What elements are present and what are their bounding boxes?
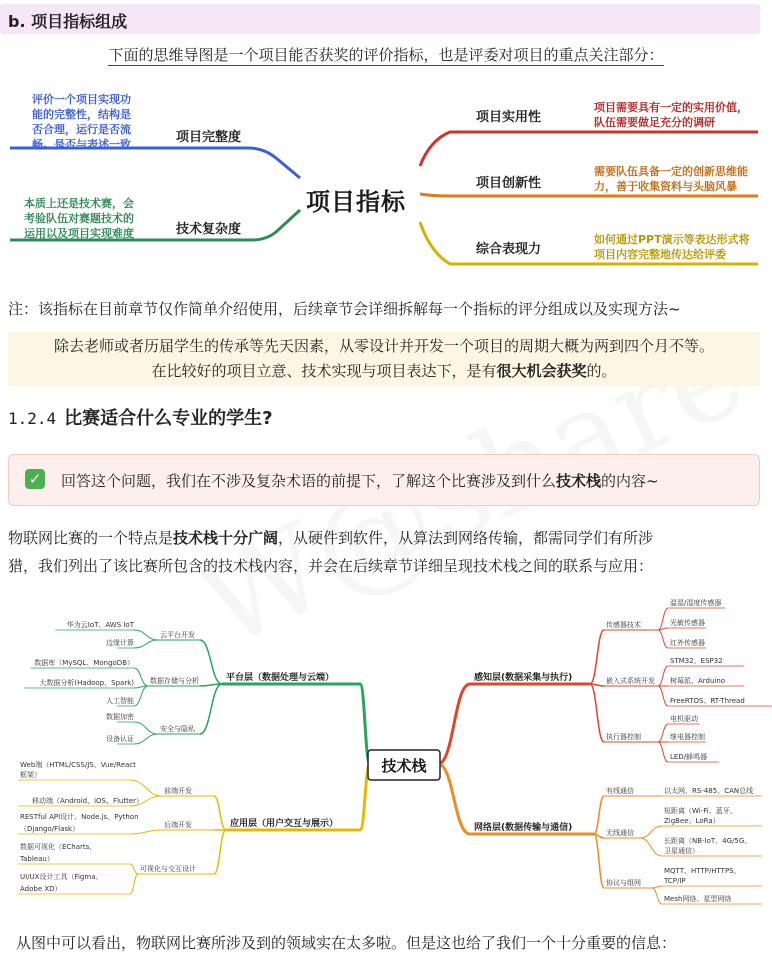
network-item: 卫星通信） [664,847,699,855]
network-item: Mesh网络、星型网络 [664,895,732,903]
platform-item: 设备认证 [106,735,134,743]
section-heading [8,404,273,430]
perception-trunk [438,684,470,764]
expressiveness-label: 综合表现力 [476,242,542,257]
network-group-branch [594,834,604,888]
perception-item: 树莓派、Arduino [670,677,726,685]
application-group-label: 前端开发 [164,787,192,795]
perception-item: 电机驱动 [670,715,698,723]
network-trunk [438,764,470,834]
tech-stack-mindmap [0,590,772,920]
complexity-desc [24,196,134,241]
platform-group-label: 安全与隐私 [160,725,195,733]
network-group-label: 无线通信 [606,829,634,837]
callout-part: 回答这个问题，我们在不涉及复杂术语的前提下，了解这个比赛涉及到什么 [61,472,557,490]
perception-item-branch [658,630,668,648]
application-item-branch [130,874,138,894]
network-item-branch [640,826,662,838]
perception-item: 光敏传感器 [670,619,705,627]
application-label: 应用层（用户交互与展示） [230,819,339,829]
expressiveness-desc [594,232,750,262]
application-item: 数据可视化（ECharts、 [20,843,97,851]
perception-item-branch [658,742,668,762]
network-item: 以太网、RS-485、CAN总线 [664,787,754,795]
innovation-desc [594,164,748,194]
perception-item-branch [658,608,668,630]
callout-part: 的内容~ [601,472,659,490]
network-item-branch [652,886,662,888]
network-label: 网络层(数据传输与通信) [474,823,573,833]
network-group-label: 有线通信 [606,787,634,795]
platform-item: 大数据分析(Hadoop、Spark) [39,679,134,687]
project-metrics-mindmap [0,82,772,282]
highlight-line1: 除去老师或者历届学生的传承等先天因素，从零设计并开发一个项目的周期大概为两到四个月不等。 [53,337,714,355]
perception-item: 继电器控制 [670,733,705,741]
perception-group-branch [590,630,604,684]
network-item: TCP/IP [664,877,686,885]
closing-text: 从图中可以看出，物联网比赛所涉及到的领域实在太多啦。但是这也给了我们一个十分重要的信息： [16,934,677,952]
network-item: 长距离（NB-IoT、4G/5G、 [664,837,752,845]
check-icon: ✓ [25,469,45,489]
application-item-branch [130,864,138,874]
platform-item: 华为云IoT、AWS IoT [66,621,134,629]
highlight-block [8,332,760,386]
para-bold: 技术栈十分广阔 [173,529,279,547]
platform-item-branch [134,686,148,706]
practicality-label: 项目实用性 [476,110,542,125]
callout-text [61,470,659,491]
application-item: RESTful API设计、Node.js、Python [20,813,139,821]
section-title-bar [0,4,760,34]
application-group-label: 可视化与交互设计 [140,865,196,873]
desc-line: 本质上还是技术赛，会 [24,197,134,210]
application-item: Adobe XD） [20,885,62,893]
platform-group-branch [200,684,222,734]
application-group-branch [214,796,226,830]
highlight-line2 [8,359,760,384]
para-part: 物联网比赛的一个特点是 [8,529,174,547]
para-line1 [8,524,764,552]
branch-line-completeness [10,148,300,178]
platform-item: 人工智能 [106,697,134,705]
desc-line: 评价一个项目实现功 [32,93,131,106]
perception-group-label: 执行器控制 [606,733,641,741]
perception-item: 温湿/湿度传感器 [670,599,722,607]
completeness-desc [32,92,131,152]
intro-text: 下面的思维导图是一个项目能否获奖的评价指标，也是评委对项目的重点关注部分： [108,46,664,64]
desc-line: 运用以及项目实现难度 [24,227,134,240]
perception-item: STM32、ESP32 [670,657,723,665]
platform-item-branch [134,630,158,640]
application-item-branch [130,830,162,834]
platform-group-label: 云平台开发 [160,631,195,639]
desc-line: 如何通过PPT演示等表达形式将 [594,233,750,246]
application-item: Web端（HTML/CSS/JS、Vue/React [20,761,136,769]
desc-line: 考验队伍对赛题技术的 [24,212,134,225]
application-item: 框架） [20,771,41,779]
desc-line: 能的完整性，结构是 [32,108,131,121]
callout-bold: 技术栈 [556,472,602,490]
platform-item-branch [134,640,158,648]
desc-line: 否合理，运行是否流 [32,123,131,136]
perception-item-branch [658,666,668,686]
platform-group-branch [200,640,222,684]
innovation-label: 项目创新性 [476,176,542,191]
platform-item: 数据加密 [106,713,134,721]
perception-item: LED/蜂鸣器 [670,753,708,761]
platform-item: 数据库（MySQL、MongoDB） [34,659,134,667]
platform-item-branch [134,722,158,734]
heading-text: 比赛适合什么专业的学生? [64,408,273,429]
para-part: ，从硬件到软件，从算法到网络传输，都需同学们有所涉 [278,529,654,547]
platform-item-branch [134,734,158,744]
perception-group-label: 传感器技术 [606,621,641,629]
platform-item-branch [134,668,148,686]
network-item-branch [640,838,662,856]
perception-group-branch [590,684,604,742]
metrics-center-node: 项目指标 [306,188,406,216]
application-item: Tableau） [20,855,54,863]
complexity-label: 技术复杂度 [176,222,242,237]
network-item-branch [652,888,662,904]
network-group-label: 协议与组网 [606,879,641,887]
application-group-label: 后端开发 [164,821,192,829]
network-item: MQTT、HTTP/HTTPS、 [664,867,741,875]
platform-item: 边缘计算 [106,639,134,647]
branch-line-practicality [420,132,758,166]
highlight-text: 的。 [586,362,617,380]
callout-box [8,454,760,506]
network-group-branch [594,796,604,834]
perception-item-branch [658,724,668,742]
network-item: ZigBee、LoRa） [664,817,720,825]
platform-label: 平台层（数据处理与云端） [226,673,335,683]
desc-line: 力，善于收集资料与头脑风暴 [594,180,737,193]
intro-line [0,44,772,65]
perception-item-branch [658,686,668,706]
branch-line-innovation [420,194,758,196]
perception-item: FreeRTOS、RT-Thread [670,697,745,705]
practicality-desc [594,100,748,130]
highlight-bold: 很大机会获奖 [496,362,587,380]
heading-number: 1.2.4 [8,409,57,428]
desc-line: 畅。是否与表述一致 [32,138,131,151]
desc-line: 队伍需要做足充分的调研 [594,116,715,129]
perception-label: 感知层(数据采集与执行) [474,673,573,683]
desc-line: 项目需要具有一定的实用价值， [594,101,748,114]
perception-group-label: 嵌入式系统开发 [606,677,655,685]
application-item-branch [130,780,162,796]
desc-line: 项目内容完整地传达给评委 [594,248,726,261]
section-title: b. 项目指标组成 [8,12,128,31]
application-item: （Django/Flask） [20,825,80,833]
completeness-label: 项目完整度 [176,130,242,145]
application-item: 移动端（Android、iOS、Flutter） [32,797,144,805]
para-line2: 猎，我们列出了该比赛所包含的技术栈内容，并会在后续章节详细呈现技术栈之间的联系与应用： [8,557,654,575]
perception-item: 红外传感器 [670,639,705,647]
tech-stack-center-node: 技术栈 [381,757,427,775]
desc-line: 需要队伍具备一定的创新思维能 [594,165,748,178]
platform-group-label: 数据存储与分析 [150,677,199,685]
highlight-text: 在比较好的项目立意、技术实现与项目表达下，是有 [151,362,497,380]
tech-stack-paragraph [8,524,764,580]
note-text: 注：该指标在目前章节仅作简单介绍使用，后续章节会详细拆解每一个指标的评分组成以及实现方法~ [8,300,681,318]
application-group-branch [214,830,226,874]
application-item: UI/UX设计工具（Figma、 [20,873,103,881]
network-item: 短距离（Wi-Fi、蓝牙、 [664,807,737,815]
